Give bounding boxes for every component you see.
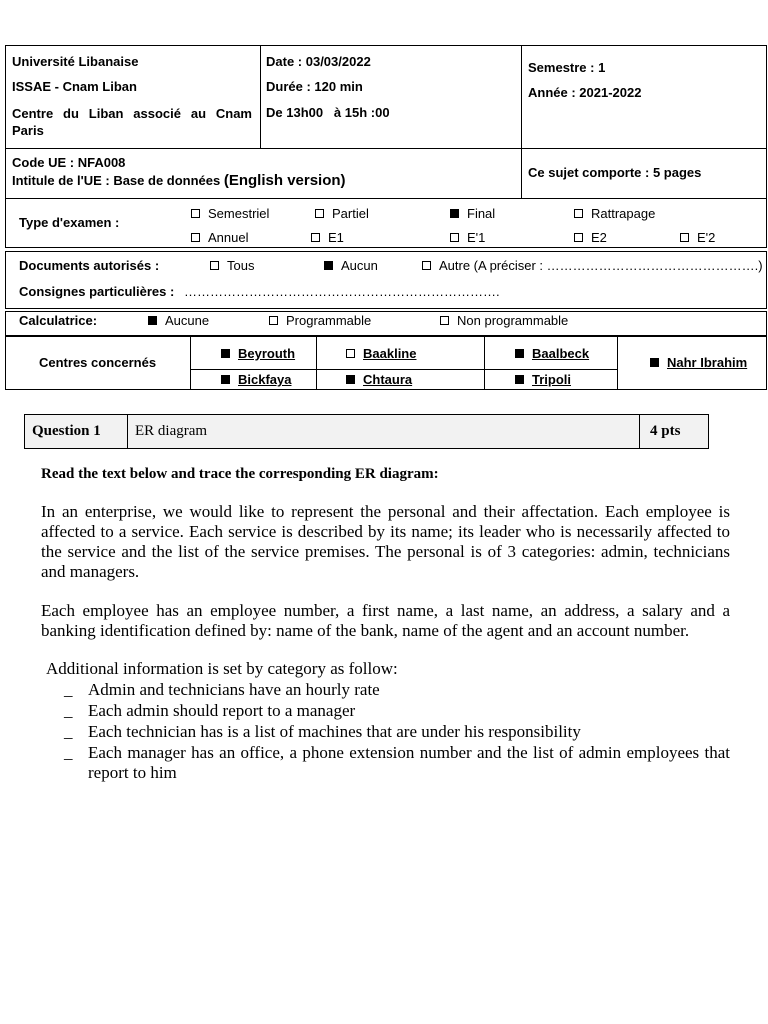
documents-aucun: Aucun — [324, 258, 378, 273]
checkbox-checked-icon — [515, 349, 524, 358]
checkbox-checked-icon — [450, 209, 459, 218]
checkbox-icon — [210, 261, 219, 270]
exam-date: Date : 03/03/2022 — [266, 54, 371, 69]
question-points: 4 pts — [650, 423, 681, 439]
checkbox-icon — [422, 261, 431, 270]
academic-year: Année : 2021-2022 — [528, 85, 642, 100]
calculator-aucune: Aucune — [148, 313, 209, 328]
checkbox-checked-icon — [148, 316, 157, 325]
exam-type-e-prime-1: E'1 — [450, 230, 485, 245]
checkbox-icon — [311, 233, 320, 242]
documents-label: Documents autorisés : — [19, 258, 160, 273]
course-code: Code UE : NFA008 — [12, 155, 126, 170]
checkbox-checked-icon — [650, 358, 659, 367]
center-name: Centre du Liban associé au Cnam Paris — [12, 106, 252, 138]
list-item: _ Each technician has is a list of machines that are under his responsibility — [64, 722, 581, 741]
course-title-version: (English version) — [223, 172, 346, 189]
centre-chtaura: Chtaura — [346, 372, 412, 387]
centre-baalbeck: Baalbeck — [515, 346, 589, 361]
semester: Semestre : 1 — [528, 60, 606, 75]
paragraph-employee: Each employee has an employee number, a first name, a last name, an address, a salary and a banking identification defined by: name of the bank, name of the agent and an account number. — [41, 601, 730, 640]
checkbox-checked-icon — [324, 261, 333, 270]
question-title: ER diagram — [135, 423, 208, 439]
list-item: _ Each manager has an office, a phone extension number and the list of admin employees that report to him — [64, 743, 730, 782]
page-count: Ce sujet comporte : 5 pages — [528, 165, 702, 180]
consignes-label: Consignes particulières : — [19, 284, 175, 299]
course-title-label: Intitule de l'UE : Base de données — [12, 173, 224, 188]
checkbox-icon — [574, 209, 583, 218]
exam-type-e2: E2 — [574, 230, 607, 245]
bullet-dash: _ — [64, 743, 73, 762]
checkbox-checked-icon — [515, 375, 524, 384]
checkbox-checked-icon — [221, 375, 230, 384]
calculator-programmable: Programmable — [269, 313, 371, 328]
checkbox-icon — [440, 316, 449, 325]
centre-bickfaya: Bickfaya — [221, 372, 291, 387]
instruction: Read the text below and trace the corresponding ER diagram: — [41, 466, 439, 482]
documents-autre: Autre (A préciser : ………………………………………….) — [422, 258, 763, 273]
bullet-dash: _ — [64, 701, 73, 720]
course-title — [12, 172, 346, 189]
documents-tous: Tous — [210, 258, 254, 273]
exam-type-annuel: Annuel — [191, 230, 248, 245]
checkbox-icon — [315, 209, 324, 218]
institute-name: ISSAE - Cnam Liban — [12, 79, 137, 94]
centre-beyrouth: Beyrouth — [221, 346, 295, 361]
checkbox-checked-icon — [221, 349, 230, 358]
question-number: Question 1 — [32, 423, 101, 439]
exam-duration: Durée : 120 min — [266, 79, 363, 94]
exam-time: De 13h00 à 15h :00 — [266, 105, 390, 120]
checkbox-icon — [450, 233, 459, 242]
list-item: _ Admin and technicians have an hourly rate — [64, 680, 380, 699]
checkbox-icon — [574, 233, 583, 242]
checkbox-checked-icon — [346, 375, 355, 384]
checkbox-icon — [346, 349, 355, 358]
centres-label: Centres concernés — [39, 355, 157, 370]
checkbox-icon — [191, 209, 200, 218]
exam-type-label: Type d'examen : — [19, 215, 120, 230]
exam-type-e-prime-2: E'2 — [680, 230, 715, 245]
calculator-non-programmable: Non programmable — [440, 313, 568, 328]
consignes-value: ………………………………………………………………. — [184, 284, 500, 299]
centre-nahr-ibrahim: Nahr Ibrahim — [650, 355, 747, 370]
exam-type-partiel: Partiel — [315, 206, 369, 221]
exam-type-final: Final — [450, 206, 495, 221]
university-name: Université Libanaise — [12, 54, 139, 69]
calculator-section — [5, 311, 767, 336]
centre-baakline: Baakline — [346, 346, 416, 361]
paragraph-enterprise: In an enterprise, we would like to represent the personal and their affectation. Each employee is affected to a service. Each service is described by its name; its leader who is necessarily affected to the service and the list of the service premises. The personal is of 3 categories: admin, technicians and managers. — [41, 502, 730, 581]
bullet-dash: _ — [64, 680, 73, 699]
bullet-dash: _ — [64, 722, 73, 741]
checkbox-icon — [191, 233, 200, 242]
exam-type-e1: E1 — [311, 230, 344, 245]
exam-type-rattrapage: Rattrapage — [574, 206, 655, 221]
list-item: _ Each admin should report to a manager — [64, 701, 356, 720]
centre-tripoli: Tripoli — [515, 372, 571, 387]
checkbox-icon — [269, 316, 278, 325]
calculator-label: Calculatrice: — [19, 313, 98, 328]
additional-info-heading: Additional information is set by category as follow: — [46, 659, 398, 678]
exam-type-semestriel: Semestriel — [191, 206, 269, 221]
checkbox-icon — [680, 233, 689, 242]
